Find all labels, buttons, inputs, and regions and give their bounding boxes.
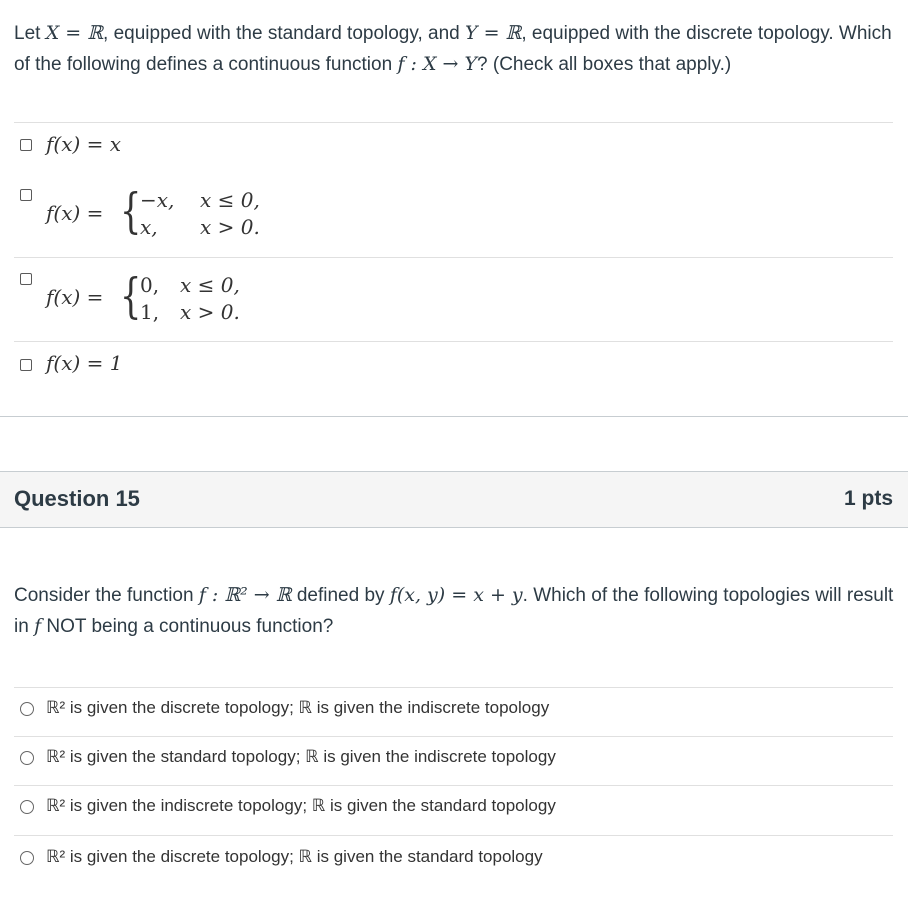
option-3-case-2-value: 1, (140, 300, 160, 324)
q1-text-part: , equipped with the standard topology, and (103, 23, 465, 44)
answer-4-label[interactable]: ℝ² is given the discrete topology; ℝ is given the standard topology (46, 847, 543, 866)
q2-text-part: defined by (291, 585, 390, 606)
math-y-def: Y = ℝ (465, 22, 522, 44)
q1-text-part: , equipped with the discrete topology. Which of the following defines a continuous function (14, 23, 892, 75)
option-1-checkbox[interactable] (20, 139, 32, 151)
q2-text-part: . Which of the following topologies will result in (14, 585, 894, 637)
option-divider (14, 122, 893, 123)
option-3-case-1-value: 0, (140, 273, 160, 297)
option-3-case-2-cond: x > 0. (180, 300, 240, 324)
option-divider (14, 341, 893, 342)
answer-1-label[interactable]: ℝ² is given the discrete topology; ℝ is given the indiscrete topology (46, 698, 550, 717)
answer-3-radio[interactable] (20, 800, 34, 814)
option-3-checkbox[interactable] (20, 273, 32, 285)
answer-2-label[interactable]: ℝ² is given the standard topology; ℝ is given the indiscrete topology (46, 747, 556, 766)
option-1-expr: f(x) = x (46, 132, 122, 156)
option-2-case-2-value: x, (140, 215, 158, 239)
math-x-def: X = ℝ (45, 22, 104, 44)
option-4-checkbox[interactable] (20, 359, 32, 371)
option-2-case-1-value: −x, (140, 188, 175, 212)
option-divider (14, 257, 893, 258)
answer-divider (14, 835, 893, 836)
q1-text-part: ? (Check all boxes that apply.) (477, 54, 732, 75)
question-14-text (14, 18, 894, 80)
option-4-expr: f(x) = 1 (46, 351, 123, 375)
answer-divider (14, 736, 893, 737)
answer-divider (14, 785, 893, 786)
math-func-signature: f : ℝ² → ℝ (198, 584, 292, 606)
question-15-header (0, 471, 908, 528)
answer-divider (14, 687, 893, 688)
option-2-case-1-cond: x ≤ 0, (200, 188, 260, 212)
question-title: Question 15 (14, 486, 140, 511)
question-15-text (14, 580, 894, 642)
q2-text-part: NOT being a continuous function? (41, 616, 334, 637)
q2-text-part: Consider the function (14, 585, 199, 606)
option-2-brace: { (120, 183, 142, 239)
answer-1-radio[interactable] (20, 702, 34, 716)
option-3-lhs: f(x) = (46, 285, 104, 309)
math-func-signature: f : X → Y (397, 53, 478, 75)
option-2-checkbox[interactable] (20, 189, 32, 201)
math-f: f (34, 615, 42, 637)
answer-4-radio[interactable] (20, 851, 34, 865)
question-points: 1 pts (843, 487, 893, 510)
option-2-lhs: f(x) = (46, 201, 104, 225)
q1-text-part: Let (14, 23, 46, 44)
answer-3-label[interactable]: ℝ² is given the indiscrete topology; ℝ is given the standard topology (46, 796, 556, 815)
answer-2-radio[interactable] (20, 751, 34, 765)
option-2-case-2-cond: x > 0. (200, 215, 260, 239)
question-divider (0, 416, 908, 417)
option-3-case-1-cond: x ≤ 0, (180, 273, 240, 297)
option-3-brace: { (120, 268, 142, 324)
math-func-definition: f(x, y) = x + y (389, 584, 523, 606)
